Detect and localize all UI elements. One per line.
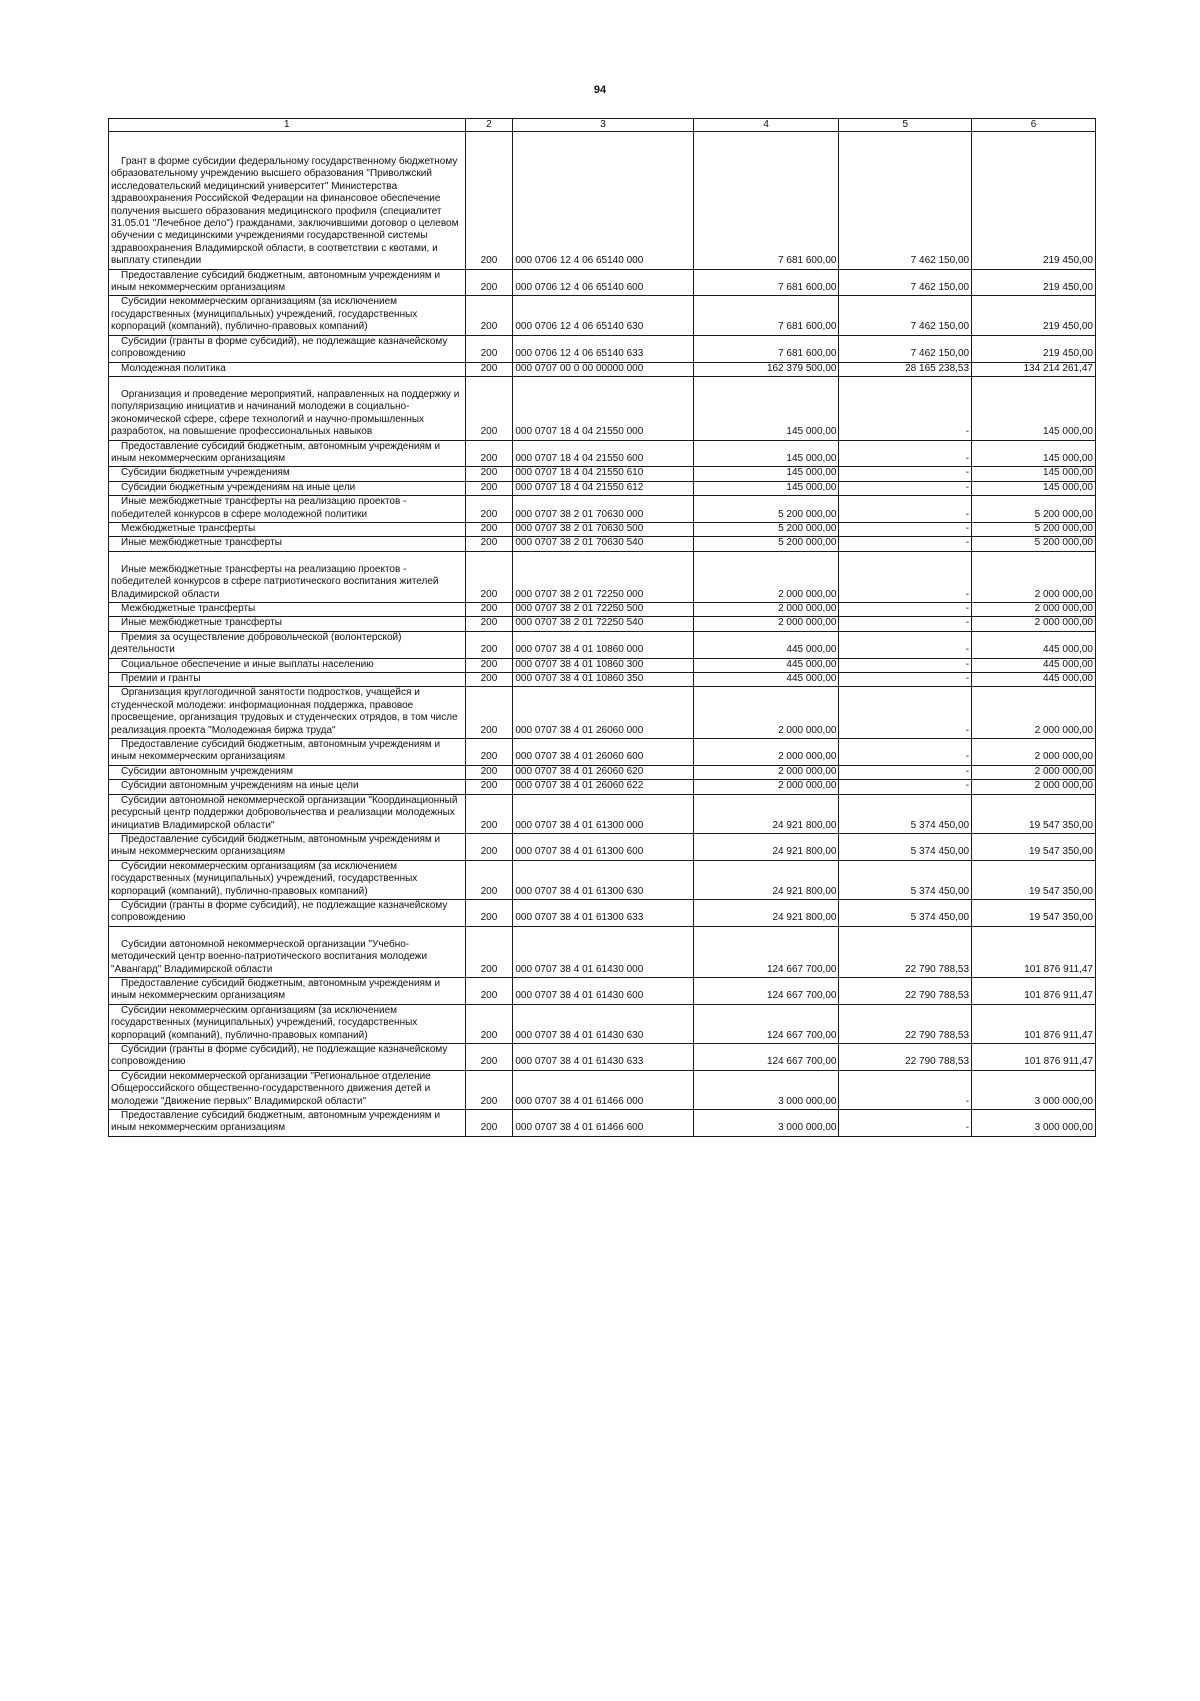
row-admin-code: 200 (465, 440, 513, 467)
row-classification-code: 000 0707 38 4 01 26060 000 (513, 687, 693, 739)
row-executed-amount: - (839, 673, 972, 687)
row-classification-code: 000 0707 18 4 04 21550 610 (513, 467, 693, 481)
row-executed-amount: 22 790 788,53 (839, 977, 972, 1004)
row-admin-code: 200 (465, 926, 513, 977)
row-description: Межбюджетные трансферты (109, 603, 466, 617)
row-approved-amount: 5 200 000,00 (693, 537, 839, 551)
row-description: Предоставление субсидий бюджетным, автономным учреждениям и иным некоммерческим организациям (109, 833, 466, 860)
row-unexecuted-amount: 3 000 000,00 (972, 1110, 1096, 1137)
row-classification-code: 000 0707 38 2 01 72250 540 (513, 617, 693, 631)
row-unexecuted-amount: 145 000,00 (972, 467, 1096, 481)
row-approved-amount: 5 200 000,00 (693, 522, 839, 536)
row-unexecuted-amount: 219 450,00 (972, 335, 1096, 362)
row-classification-code: 000 0706 12 4 06 65140 600 (513, 269, 693, 296)
table-row (109, 617, 1096, 631)
row-description: Молодежная политика (109, 362, 466, 376)
row-admin-code: 200 (465, 780, 513, 794)
page-number: 94 (593, 84, 607, 96)
row-admin-code: 200 (465, 687, 513, 739)
row-executed-amount: 5 374 450,00 (839, 794, 972, 833)
row-admin-code: 200 (465, 860, 513, 899)
row-approved-amount: 124 667 700,00 (693, 1004, 839, 1043)
row-admin-code: 200 (465, 269, 513, 296)
row-classification-code: 000 0707 38 2 01 70630 500 (513, 522, 693, 536)
row-approved-amount: 2 000 000,00 (693, 617, 839, 631)
row-unexecuted-amount: 2 000 000,00 (972, 780, 1096, 794)
row-description: Субсидии автономной некоммерческой организации "Координационный ресурсный центр поддержки добровольчества и реализации молодежных инициатив Владимирской области" (109, 794, 466, 833)
row-classification-code: 000 0707 38 4 01 61430 633 (513, 1044, 693, 1071)
table-row (109, 551, 1096, 602)
row-executed-amount: 7 462 150,00 (839, 132, 972, 270)
row-description: Субсидии (гранты в форме субсидий), не подлежащие казначейскому сопровождению (109, 899, 466, 926)
row-classification-code: 000 0707 38 4 01 61300 630 (513, 860, 693, 899)
row-approved-amount: 7 681 600,00 (693, 335, 839, 362)
table-row (109, 603, 1096, 617)
row-approved-amount: 124 667 700,00 (693, 977, 839, 1004)
row-classification-code: 000 0707 38 4 01 61430 000 (513, 926, 693, 977)
row-description: Предоставление субсидий бюджетным, автономным учреждениям и иным некоммерческим организациям (109, 977, 466, 1004)
row-description: Премии и гранты (109, 673, 466, 687)
row-admin-code: 200 (465, 658, 513, 672)
row-approved-amount: 24 921 800,00 (693, 833, 839, 860)
table-row (109, 481, 1096, 495)
table-row (109, 362, 1096, 376)
header-row (109, 119, 1096, 132)
row-approved-amount: 124 667 700,00 (693, 1044, 839, 1071)
row-approved-amount: 2 000 000,00 (693, 739, 839, 766)
row-executed-amount: 5 374 450,00 (839, 899, 972, 926)
row-unexecuted-amount: 19 547 350,00 (972, 899, 1096, 926)
row-approved-amount: 145 000,00 (693, 481, 839, 495)
row-description: Субсидии некоммерческим организациям (за исключением государственных (муниципальных) учреждений, государственных корпораций (компаний), публично-правовых компаний) (109, 296, 466, 335)
row-approved-amount: 3 000 000,00 (693, 1110, 839, 1137)
table-row (109, 687, 1096, 739)
row-classification-code: 000 0707 38 4 01 61466 600 (513, 1110, 693, 1137)
row-description: Иные межбюджетные трансферты (109, 617, 466, 631)
row-admin-code: 200 (465, 296, 513, 335)
row-unexecuted-amount: 219 450,00 (972, 296, 1096, 335)
row-description: Предоставление субсидий бюджетным, автономным учреждениям и иным некоммерческим организациям (109, 1110, 466, 1137)
row-description: Организация круглогодичной занятости подростков, учащейся и студенческой молодежи: информационная поддержка, правовое просвещение, организация трудовых и студенческих отрядов, в том числе реализация проекта "Молодежная биржа труда" (109, 687, 466, 739)
row-description: Субсидии некоммерческой организации "Региональное отделение Общероссийского общественно-государственного движения детей и молодежи "Движение первых" Владимирской области" (109, 1070, 466, 1109)
row-description: Грант в форме субсидии федеральному государственному бюджетному образовательному учреждению высшего образования "Приволжский исследовательский медицинский университет" Министерства здравоохранения Российской Федерации на финансовое обеспечение получения высшего образования медицинского профиля (специалитет 31.05.01 "Лечебное дело") гражданами, заключившими договор о целевом обучении с медицинскими учреждениями государственной системы здравоохранения Владимирской области, в соответствии с квотами, и выплату стипендии (109, 132, 466, 270)
row-executed-amount: - (839, 376, 972, 440)
row-description: Иные межбюджетные трансферты (109, 537, 466, 551)
row-executed-amount: 5 374 450,00 (839, 860, 972, 899)
row-classification-code: 000 0707 18 4 04 21550 612 (513, 481, 693, 495)
row-classification-code: 000 0707 38 4 01 61466 000 (513, 1070, 693, 1109)
row-approved-amount: 24 921 800,00 (693, 860, 839, 899)
row-unexecuted-amount: 101 876 911,47 (972, 926, 1096, 977)
row-approved-amount: 145 000,00 (693, 467, 839, 481)
row-classification-code: 000 0707 38 4 01 61300 633 (513, 899, 693, 926)
row-approved-amount: 2 000 000,00 (693, 551, 839, 602)
table-row (109, 780, 1096, 794)
row-admin-code: 200 (465, 1110, 513, 1137)
header-col-3: 3 (513, 119, 693, 132)
row-approved-amount: 24 921 800,00 (693, 899, 839, 926)
row-classification-code: 000 0707 38 4 01 61300 600 (513, 833, 693, 860)
row-admin-code: 200 (465, 977, 513, 1004)
row-unexecuted-amount: 5 200 000,00 (972, 537, 1096, 551)
table-row (109, 658, 1096, 672)
row-admin-code: 200 (465, 794, 513, 833)
table-row (109, 1110, 1096, 1137)
row-description: Субсидии бюджетным учреждениям (109, 467, 466, 481)
row-description: Социальное обеспечение и иные выплаты населению (109, 658, 466, 672)
table-row (109, 132, 1096, 270)
row-executed-amount: 28 165 238,53 (839, 362, 972, 376)
row-unexecuted-amount: 101 876 911,47 (972, 1044, 1096, 1071)
row-executed-amount: - (839, 617, 972, 631)
row-unexecuted-amount: 19 547 350,00 (972, 794, 1096, 833)
row-unexecuted-amount: 445 000,00 (972, 631, 1096, 658)
row-unexecuted-amount: 101 876 911,47 (972, 977, 1096, 1004)
row-executed-amount: - (839, 481, 972, 495)
table-row (109, 977, 1096, 1004)
row-approved-amount: 2 000 000,00 (693, 780, 839, 794)
row-approved-amount: 5 200 000,00 (693, 496, 839, 523)
row-description: Субсидии автономной некоммерческой организации "Учебно-методический центр военно-патриотического воспитания молодежи "Авангард" Владимирской области (109, 926, 466, 977)
row-executed-amount: - (839, 780, 972, 794)
row-executed-amount: 22 790 788,53 (839, 1004, 972, 1043)
table-row (109, 269, 1096, 296)
row-admin-code: 200 (465, 765, 513, 779)
row-admin-code: 200 (465, 617, 513, 631)
row-description: Субсидии некоммерческим организациям (за исключением государственных (муниципальных) учреждений, государственных корпораций (компаний), публично-правовых компаний) (109, 860, 466, 899)
table-row (109, 467, 1096, 481)
row-executed-amount: - (839, 537, 972, 551)
table-row (109, 376, 1096, 440)
row-admin-code: 200 (465, 376, 513, 440)
header-col-1: 1 (109, 119, 466, 132)
row-executed-amount: 22 790 788,53 (839, 1044, 972, 1071)
row-classification-code: 000 0706 12 4 06 65140 633 (513, 335, 693, 362)
table-row (109, 860, 1096, 899)
row-classification-code: 000 0707 38 4 01 26060 622 (513, 780, 693, 794)
row-classification-code: 000 0707 38 4 01 10860 350 (513, 673, 693, 687)
row-unexecuted-amount: 145 000,00 (972, 481, 1096, 495)
table-row (109, 496, 1096, 523)
row-unexecuted-amount: 134 214 261,47 (972, 362, 1096, 376)
row-unexecuted-amount: 2 000 000,00 (972, 687, 1096, 739)
table-row (109, 296, 1096, 335)
row-description: Субсидии автономным учреждениям на иные цели (109, 780, 466, 794)
row-classification-code: 000 0707 38 2 01 70630 000 (513, 496, 693, 523)
row-admin-code: 200 (465, 522, 513, 536)
row-admin-code: 200 (465, 603, 513, 617)
row-admin-code: 200 (465, 833, 513, 860)
row-classification-code: 000 0707 00 0 00 00000 000 (513, 362, 693, 376)
row-executed-amount: 7 462 150,00 (839, 335, 972, 362)
row-unexecuted-amount: 219 450,00 (972, 132, 1096, 270)
row-executed-amount: - (839, 440, 972, 467)
row-unexecuted-amount: 19 547 350,00 (972, 860, 1096, 899)
row-admin-code: 200 (465, 1070, 513, 1109)
row-unexecuted-amount: 2 000 000,00 (972, 617, 1096, 631)
row-executed-amount: - (839, 551, 972, 602)
row-description: Премия за осуществление добровольческой (волонтерской) деятельности (109, 631, 466, 658)
row-approved-amount: 445 000,00 (693, 673, 839, 687)
row-classification-code: 000 0707 18 4 04 21550 000 (513, 376, 693, 440)
row-unexecuted-amount: 5 200 000,00 (972, 522, 1096, 536)
row-approved-amount: 7 681 600,00 (693, 132, 839, 270)
row-description: Субсидии бюджетным учреждениям на иные цели (109, 481, 466, 495)
row-executed-amount: - (839, 687, 972, 739)
row-admin-code: 200 (465, 335, 513, 362)
table-row (109, 1044, 1096, 1071)
row-description: Иные межбюджетные трансферты на реализацию проектов - победителей конкурсов в сфере молодежной политики (109, 496, 466, 523)
row-unexecuted-amount: 145 000,00 (972, 376, 1096, 440)
row-unexecuted-amount: 5 200 000,00 (972, 496, 1096, 523)
row-admin-code: 200 (465, 537, 513, 551)
row-approved-amount: 7 681 600,00 (693, 296, 839, 335)
row-approved-amount: 445 000,00 (693, 658, 839, 672)
table-row (109, 739, 1096, 766)
row-admin-code: 200 (465, 631, 513, 658)
table-row (109, 673, 1096, 687)
row-description: Субсидии (гранты в форме субсидий), не подлежащие казначейскому сопровождению (109, 335, 466, 362)
row-admin-code: 200 (465, 132, 513, 270)
row-executed-amount: 7 462 150,00 (839, 269, 972, 296)
row-approved-amount: 162 379 500,00 (693, 362, 839, 376)
row-executed-amount: - (839, 1110, 972, 1137)
row-admin-code: 200 (465, 467, 513, 481)
row-description: Субсидии автономным учреждениям (109, 765, 466, 779)
row-classification-code: 000 0707 18 4 04 21550 600 (513, 440, 693, 467)
row-approved-amount: 3 000 000,00 (693, 1070, 839, 1109)
row-unexecuted-amount: 2 000 000,00 (972, 765, 1096, 779)
row-unexecuted-amount: 2 000 000,00 (972, 739, 1096, 766)
row-executed-amount: - (839, 658, 972, 672)
row-classification-code: 000 0707 38 4 01 61430 600 (513, 977, 693, 1004)
row-description: Предоставление субсидий бюджетным, автономным учреждениям и иным некоммерческим организациям (109, 269, 466, 296)
row-unexecuted-amount: 445 000,00 (972, 658, 1096, 672)
row-admin-code: 200 (465, 739, 513, 766)
budget-table (108, 118, 1096, 1137)
row-classification-code: 000 0706 12 4 06 65140 000 (513, 132, 693, 270)
row-description: Предоставление субсидий бюджетным, автономным учреждениям и иным некоммерческим организациям (109, 739, 466, 766)
row-executed-amount: - (839, 467, 972, 481)
row-unexecuted-amount: 445 000,00 (972, 673, 1096, 687)
row-description: Иные межбюджетные трансферты на реализацию проектов - победителей конкурсов в сфере патриотического воспитания жителей Владимирской области (109, 551, 466, 602)
row-approved-amount: 24 921 800,00 (693, 794, 839, 833)
table-row (109, 522, 1096, 536)
row-executed-amount: 5 374 450,00 (839, 833, 972, 860)
row-approved-amount: 124 667 700,00 (693, 926, 839, 977)
table-row (109, 537, 1096, 551)
row-classification-code: 000 0707 38 4 01 10860 000 (513, 631, 693, 658)
row-description: Субсидии (гранты в форме субсидий), не подлежащие казначейскому сопровождению (109, 1044, 466, 1071)
row-unexecuted-amount: 2 000 000,00 (972, 603, 1096, 617)
row-classification-code: 000 0707 38 4 01 26060 620 (513, 765, 693, 779)
row-executed-amount: - (839, 765, 972, 779)
row-classification-code: 000 0707 38 2 01 72250 500 (513, 603, 693, 617)
row-classification-code: 000 0706 12 4 06 65140 630 (513, 296, 693, 335)
row-classification-code: 000 0707 38 4 01 61430 630 (513, 1004, 693, 1043)
row-unexecuted-amount: 3 000 000,00 (972, 1070, 1096, 1109)
row-unexecuted-amount: 2 000 000,00 (972, 551, 1096, 602)
table-row (109, 1004, 1096, 1043)
row-executed-amount: - (839, 522, 972, 536)
table-row (109, 440, 1096, 467)
row-unexecuted-amount: 19 547 350,00 (972, 833, 1096, 860)
row-approved-amount: 2 000 000,00 (693, 687, 839, 739)
table-row (109, 335, 1096, 362)
row-classification-code: 000 0707 38 2 01 70630 540 (513, 537, 693, 551)
row-description: Субсидии некоммерческим организациям (за исключением государственных (муниципальных) учреждений, государственных корпораций (компаний), публично-правовых компаний) (109, 1004, 466, 1043)
table-row (109, 926, 1096, 977)
row-approved-amount: 2 000 000,00 (693, 603, 839, 617)
row-approved-amount: 145 000,00 (693, 440, 839, 467)
table-body (109, 132, 1096, 1137)
table-row (109, 765, 1096, 779)
row-admin-code: 200 (465, 481, 513, 495)
row-executed-amount: - (839, 496, 972, 523)
row-executed-amount: - (839, 631, 972, 658)
row-executed-amount: 7 462 150,00 (839, 296, 972, 335)
row-unexecuted-amount: 101 876 911,47 (972, 1004, 1096, 1043)
row-description: Предоставление субсидий бюджетным, автономным учреждениям и иным некоммерческим организациям (109, 440, 466, 467)
table-row (109, 899, 1096, 926)
row-executed-amount: - (839, 739, 972, 766)
header-col-6: 6 (972, 119, 1096, 132)
table-row (109, 1070, 1096, 1109)
row-classification-code: 000 0707 38 4 01 61300 000 (513, 794, 693, 833)
row-admin-code: 200 (465, 899, 513, 926)
row-approved-amount: 145 000,00 (693, 376, 839, 440)
row-classification-code: 000 0707 38 4 01 10860 300 (513, 658, 693, 672)
row-admin-code: 200 (465, 1004, 513, 1043)
row-description: Организация и проведение мероприятий, направленных на поддержку и популяризацию инициатив и начинаний молодежи в социально-экономической сфере, сфере технологий и научно-промышленных разработок, на повышение профессиональных навыков (109, 376, 466, 440)
row-classification-code: 000 0707 38 4 01 26060 600 (513, 739, 693, 766)
row-admin-code: 200 (465, 673, 513, 687)
row-executed-amount: - (839, 603, 972, 617)
row-classification-code: 000 0707 38 2 01 72250 000 (513, 551, 693, 602)
table-row (109, 631, 1096, 658)
row-admin-code: 200 (465, 496, 513, 523)
row-executed-amount: - (839, 1070, 972, 1109)
row-approved-amount: 2 000 000,00 (693, 765, 839, 779)
row-description: Межбюджетные трансферты (109, 522, 466, 536)
table-row (109, 833, 1096, 860)
table-row (109, 794, 1096, 833)
row-admin-code: 200 (465, 551, 513, 602)
row-unexecuted-amount: 219 450,00 (972, 269, 1096, 296)
header-col-5: 5 (839, 119, 972, 132)
row-approved-amount: 445 000,00 (693, 631, 839, 658)
header-col-4: 4 (693, 119, 839, 132)
row-approved-amount: 7 681 600,00 (693, 269, 839, 296)
header-col-2: 2 (465, 119, 513, 132)
row-executed-amount: 22 790 788,53 (839, 926, 972, 977)
row-admin-code: 200 (465, 1044, 513, 1071)
row-unexecuted-amount: 145 000,00 (972, 440, 1096, 467)
row-admin-code: 200 (465, 362, 513, 376)
